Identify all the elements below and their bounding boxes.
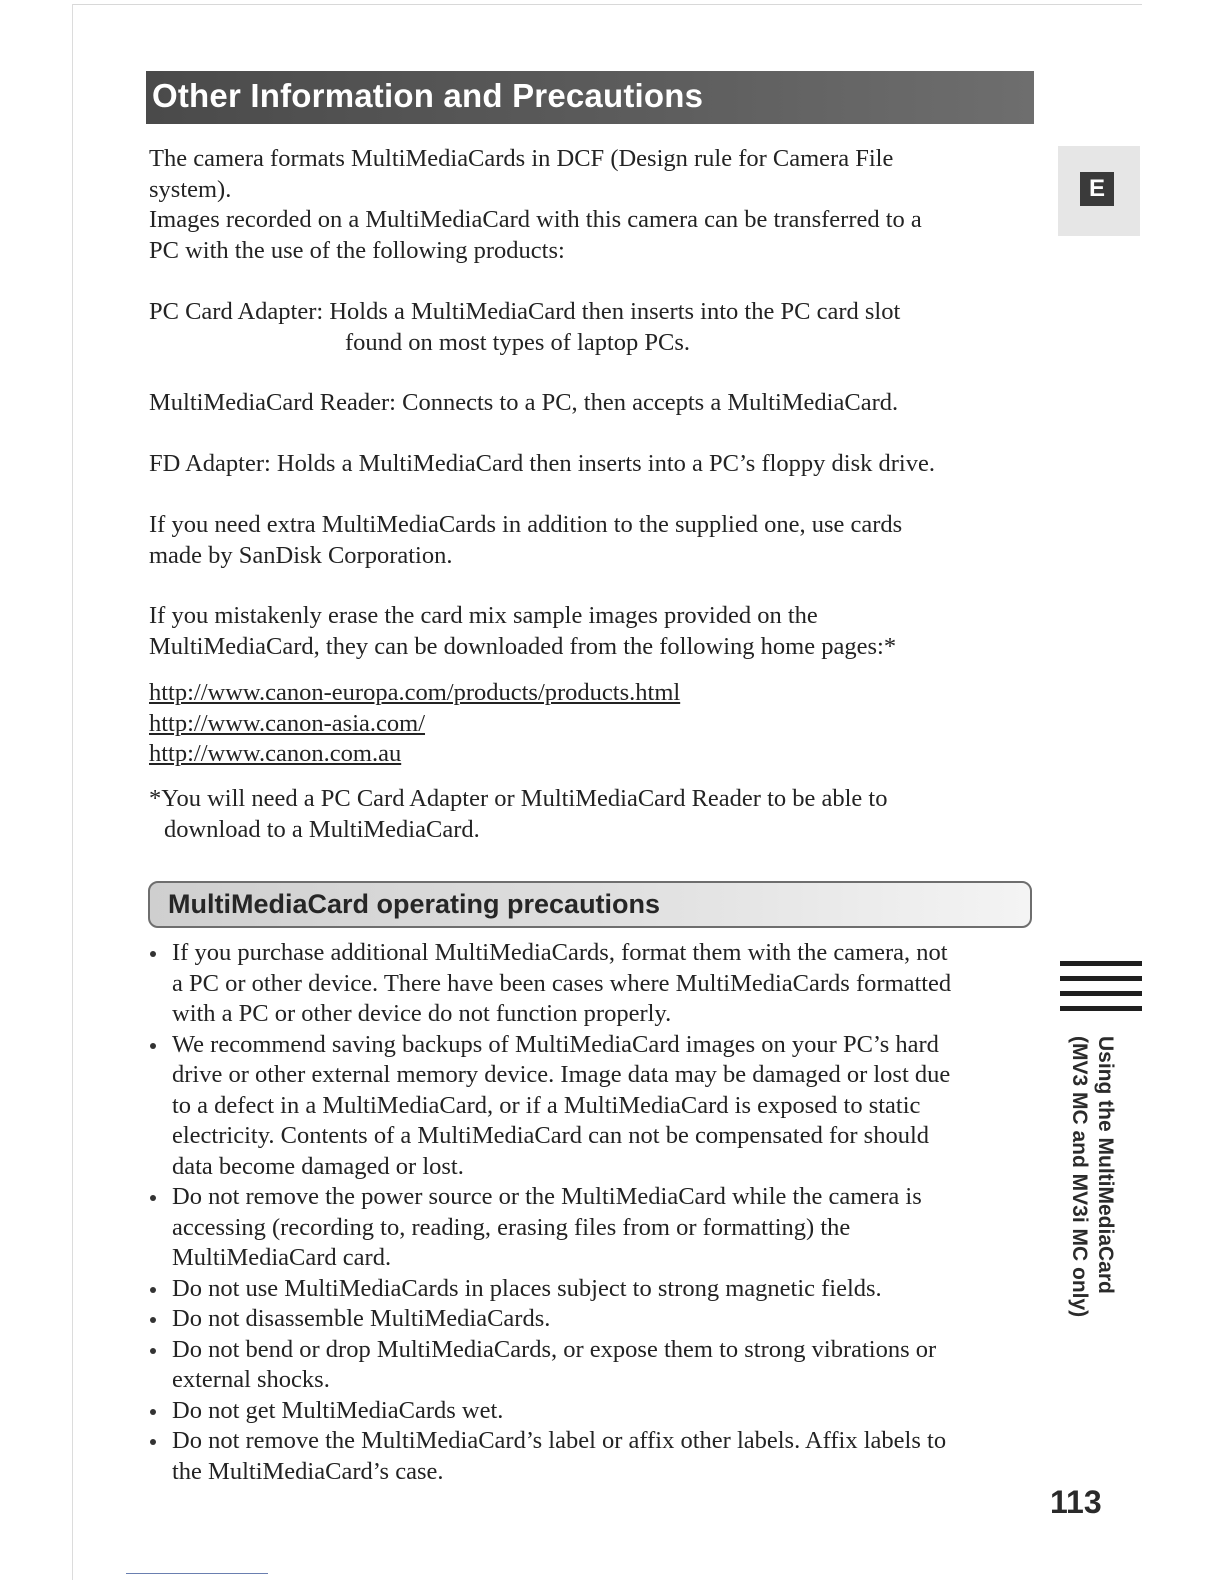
sample-images-paragraph: If you mistakenly erase the card mix sample images provided on the MultiMediaCard, they can be downloaded from the following home pages:*	[149, 602, 897, 660]
precautions-list	[172, 938, 1032, 1487]
top-rule	[72, 4, 1142, 5]
list-item: We recommend saving backups of MultiMediaCard images on your PC’s hard drive or other external memory device. Image data may be damaged or lost due to a defect in a MultiMediaCard, or if a MultiMediaCard is exposed to static electricity. Contents of a MultiMediaCard can not be compensated for should data become damaged or lost.	[172, 1030, 1032, 1183]
marker-bar	[1060, 961, 1142, 966]
list-item: Do not disassemble MultiMediaCards.	[172, 1304, 1032, 1335]
language-letter-e: E	[1080, 172, 1114, 206]
extra-cards-paragraph: If you need extra MultiMediaCards in addition to the supplied one, use cards made by SanDisk Corporation.	[149, 511, 903, 569]
marker-bar	[1060, 1006, 1142, 1011]
precautions-heading-box	[148, 881, 1032, 928]
marker-bar	[1060, 976, 1142, 981]
bottom-rule	[126, 1573, 268, 1574]
list-item: Do not use MultiMediaCards in places subject to strong magnetic fields.	[172, 1274, 1032, 1305]
section-banner	[146, 71, 1034, 124]
precautions-heading: MultiMediaCard operating precautions	[168, 889, 661, 919]
section-side-label: Using the MultiMediaCard (MV3 MC and MV3i MC only)	[1068, 1036, 1117, 1318]
marker-bar	[1060, 991, 1142, 996]
list-item: If you purchase additional MultiMediaCards, format them with the camera, not a PC or other device. There have been cases where MultiMediaCards formatted with a PC or other device do not function properly.	[172, 938, 1032, 1030]
page-title: Other Information and Precautions	[152, 77, 704, 114]
product-card-reader: MultiMediaCard Reader: Connects to a PC, then accepts a MultiMediaCard.	[149, 389, 899, 416]
product-fd-adapter: FD Adapter: Holds a MultiMediaCard then inserts into a PC’s floppy disk drive.	[149, 450, 935, 477]
download-links	[149, 678, 680, 770]
list-item: Do not remove the power source or the MultiMediaCard while the camera is accessing (recording to, reading, erasing files from or formatting) the MultiMediaCard card.	[172, 1182, 1032, 1274]
product-pc-card-adapter: PC Card Adapter: Holds a MultiMediaCard then inserts into the PC card slot found on most types of laptop PCs.	[149, 298, 901, 356]
list-item: Do not bend or drop MultiMediaCards, or expose them to strong vibrations or external shocks.	[172, 1335, 1032, 1396]
link-canon-europa[interactable]: http://www.canon-europa.com/products/products.html	[149, 679, 681, 706]
list-item: Do not remove the MultiMediaCard’s label or affix other labels. Affix labels to the MultiMediaCard’s case.	[172, 1426, 1032, 1487]
section-marker-bars	[1060, 961, 1142, 1021]
link-canon-asia[interactable]: http://www.canon-asia.com/	[149, 709, 426, 737]
page-number: 113	[1050, 1484, 1102, 1520]
link-canon-australia[interactable]: http://www.canon.com.au	[149, 740, 402, 767]
list-item: Do not get MultiMediaCards wet.	[172, 1396, 1032, 1427]
left-margin-rule	[72, 4, 73, 1580]
intro-paragraph-dcf: The camera formats MultiMediaCards in DCF (Design rule for Camera File system). Images recorded on a MultiMediaCard with this camera can be transferred to a PC with the use of the following products:	[149, 145, 922, 264]
footnote: *You will need a PC Card Adapter or MultiMediaCard Reader to be able to download to a MultiMediaCard.	[149, 785, 888, 843]
